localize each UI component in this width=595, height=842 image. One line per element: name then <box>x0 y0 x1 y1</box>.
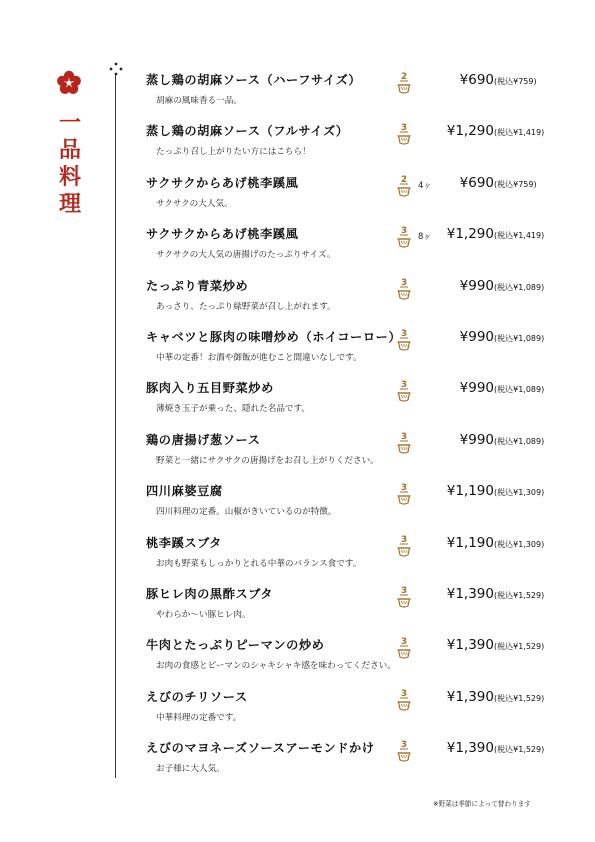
menu-item-description: 中華料理の定番です。 <box>156 712 242 723</box>
menu-item-price: ¥1,190 <box>446 483 494 500</box>
menu-item-description: たっぷり召し上がりたい方にはこちら！ <box>156 147 311 158</box>
menu-item-tax-price: (税込¥1,089) <box>494 282 545 292</box>
diamond-ornament-icon <box>109 62 123 76</box>
svg-text:2: 2 <box>400 72 408 82</box>
spice-level-icon <box>396 635 412 661</box>
menu-item-price: ¥1,390 <box>446 637 494 654</box>
spice-level-icon <box>396 738 412 764</box>
menu-item-price: ¥990 <box>459 328 494 345</box>
plum-blossom-logo-icon <box>56 70 82 96</box>
menu-item-description: お肉の食感とピーマンのシャキシャキ感を味わってください。 <box>156 661 396 672</box>
svg-text:3: 3 <box>400 380 408 391</box>
menu-item-description: お肉も野菜もしっかりとれる中華のバランス食です。 <box>156 558 362 569</box>
svg-text:3: 3 <box>400 534 408 545</box>
menu-item-tax-price: (税込¥1,089) <box>494 333 545 343</box>
spice-level-icon <box>396 687 412 713</box>
menu-item-price: ¥1,290 <box>446 226 494 243</box>
menu-item-name: 豚ヒレ肉の黒酢スブタ <box>146 586 274 601</box>
svg-text:3: 3 <box>400 688 408 699</box>
menu-item <box>146 738 546 789</box>
menu-item-name: 桃李蹊スブタ <box>146 535 222 550</box>
spice-level-icon <box>396 584 412 610</box>
menu-item-name: たっぷり青菜炒め <box>146 278 249 293</box>
menu-item <box>146 635 546 686</box>
svg-text:3: 3 <box>400 483 408 494</box>
menu-item-tax-price: (税込¥1,529) <box>494 693 545 703</box>
menu-item-quantity: 4ヶ <box>418 180 432 191</box>
menu-item-price: ¥990 <box>459 277 494 294</box>
menu-item <box>146 584 546 635</box>
menu-item-price: ¥1,390 <box>446 688 494 705</box>
menu-item-name: 鶏の唐揚げ葱ソース <box>146 432 261 447</box>
menu-item-price: ¥990 <box>459 431 494 448</box>
menu-item-description: サクサクの大人気。 <box>156 198 233 209</box>
svg-text:3: 3 <box>400 277 408 288</box>
menu-item-description: やわらか〜い豚ヒレ肉。 <box>156 609 251 620</box>
svg-text:3: 3 <box>400 637 408 648</box>
svg-text:2: 2 <box>400 174 408 185</box>
menu-item-description: 中華の定番！お酒や御飯が進むこと間違いなしです。 <box>156 352 362 363</box>
menu-item-tax-price: (税込¥1,309) <box>494 539 545 549</box>
menu-item-price: ¥690 <box>459 174 494 191</box>
spice-level-icon <box>396 70 412 96</box>
menu-item <box>146 327 546 378</box>
svg-text:3: 3 <box>400 740 408 751</box>
menu-item-tax-price: (税込¥759) <box>494 77 537 86</box>
menu-item-description: 薄焼き玉子が乗った、隠れた名品です。 <box>156 404 311 415</box>
menu-item-tax-price: (税込¥1,529) <box>494 590 545 600</box>
menu-item-description: あっさり、たっぷり緑野菜が召し上がれます。 <box>156 301 336 312</box>
spice-level-icon <box>396 327 412 353</box>
menu-item <box>146 533 546 584</box>
menu-item-description: 野菜と一緒にサクサクの唐揚げをお召し上がりください。 <box>156 455 379 466</box>
menu-item-name: キャベツと豚肉の味噌炒め（ホイコーロー） <box>146 329 402 344</box>
spice-level-icon <box>396 276 412 302</box>
menu-item-tax-price: (税込¥1,089) <box>494 385 545 395</box>
menu-item-description: お子様に大人気。 <box>156 764 225 775</box>
footnote: ※野菜は季節によって替わります <box>433 800 531 808</box>
menu-item-description: 胡麻の風味香る一品。 <box>156 96 242 106</box>
menu-item <box>146 173 546 224</box>
menu-item-name: 豚肉入り五目野菜炒め <box>146 381 274 396</box>
menu-item-name: サクサクからあげ桃李蹊風 <box>146 227 299 242</box>
menu-item-name: 蒸し鶏の胡麻ソース（ハーフサイズ） <box>146 73 362 87</box>
menu-item <box>146 481 546 532</box>
menu-item-tax-price: (税込¥1,419) <box>494 231 545 241</box>
vertical-divider <box>115 74 116 778</box>
menu-item-quantity: 8ヶ <box>418 232 432 243</box>
menu-item-name: 蒸し鶏の胡麻ソース（フルサイズ） <box>146 124 349 139</box>
menu-item-price: ¥690 <box>459 72 494 88</box>
menu-item <box>146 276 546 327</box>
section-title: 一 品 料 理 <box>58 111 81 217</box>
menu-item-tax-price: (税込¥1,529) <box>494 642 545 652</box>
menu-item-price: ¥1,390 <box>446 585 494 602</box>
svg-text:3: 3 <box>400 328 408 339</box>
menu-item-description: 四川料理の定番。山椒がきいているのが特徴。 <box>156 507 337 518</box>
menu-item <box>146 687 546 738</box>
menu-item-price: ¥990 <box>459 380 494 397</box>
svg-text:3: 3 <box>400 585 408 596</box>
menu-item-name: 牛肉とたっぷりピーマンの炒め <box>146 638 325 653</box>
menu-item <box>146 430 546 481</box>
spice-level-icon <box>396 430 412 456</box>
menu-item-tax-price: (税込¥1,089) <box>494 436 545 446</box>
svg-text:3: 3 <box>400 431 408 442</box>
menu-list <box>146 70 546 789</box>
menu-item-tax-price: (税込¥759) <box>494 179 537 189</box>
spice-level-icon <box>396 173 412 199</box>
menu-item-name: 四川麻婆豆腐 <box>146 484 223 499</box>
spice-level-icon <box>396 224 412 250</box>
menu-item-tax-price: (税込¥1,529) <box>494 745 545 755</box>
menu-item-name: えびのチリソース <box>146 689 248 704</box>
spice-level-icon <box>396 378 412 404</box>
spice-level-icon <box>396 121 412 147</box>
svg-text:3: 3 <box>400 123 408 134</box>
menu-item <box>146 378 546 429</box>
menu-item-name: えびのマヨネーズソースアーモンドかけ <box>146 741 375 756</box>
menu-item-price: ¥1,290 <box>446 123 494 140</box>
svg-text:3: 3 <box>400 226 408 237</box>
spice-level-icon <box>396 533 412 559</box>
menu-item-price: ¥1,390 <box>446 740 494 757</box>
menu-item-description: サクサクの大人気の唐揚げのたっぷりサイズ。 <box>156 250 336 261</box>
menu-item <box>146 224 546 275</box>
menu-item-tax-price: (税込¥1,309) <box>494 488 545 498</box>
menu-item <box>146 70 546 121</box>
menu-item-tax-price: (税込¥1,419) <box>494 128 545 138</box>
spice-level-icon <box>396 481 412 507</box>
menu-item-price: ¥1,190 <box>446 534 494 551</box>
menu-item <box>146 121 546 172</box>
menu-item-name: サクサクからあげ桃李蹊風 <box>146 175 299 190</box>
